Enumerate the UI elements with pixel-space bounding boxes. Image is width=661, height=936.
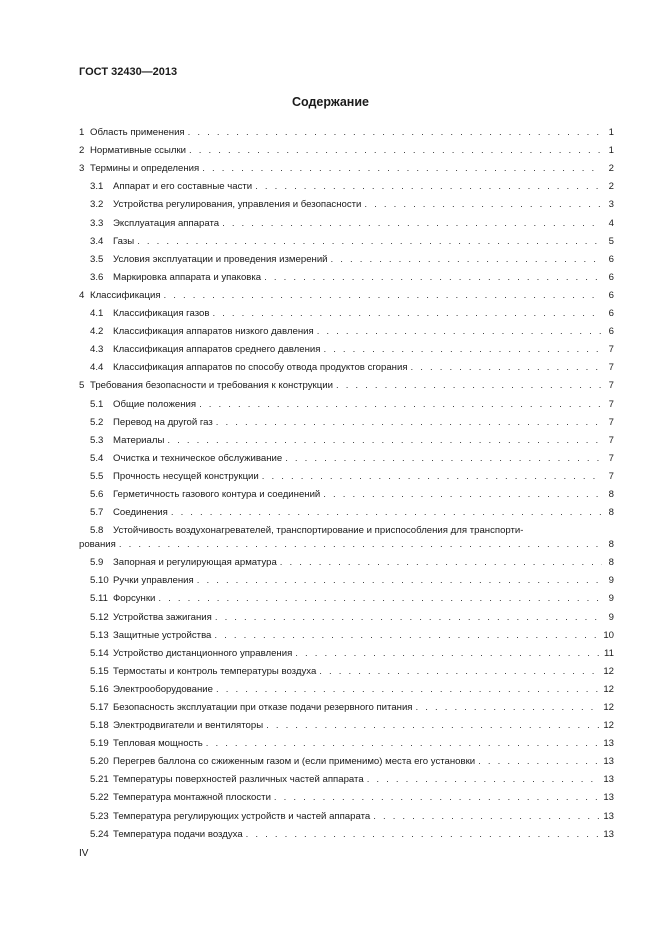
toc-leader-dots <box>197 575 602 587</box>
toc-entry-number: 3.1 <box>90 181 104 193</box>
toc-entry-page: 2 <box>608 163 614 175</box>
toc-leader-dots <box>189 145 602 157</box>
toc-leader-dots <box>255 181 602 193</box>
toc-leader-dots <box>216 417 602 429</box>
toc-entry-number: 5.2 <box>90 416 104 428</box>
toc-entry-page: 13 <box>603 810 614 822</box>
toc-entry-number: 3.5 <box>90 253 104 265</box>
toc-entry[interactable] <box>79 175 614 193</box>
toc-entry[interactable] <box>79 374 614 392</box>
toc-leader-dots <box>478 756 601 768</box>
toc-entry-title: Классификация аппаратов по способу отвода продуктов сгорания <box>113 362 408 374</box>
toc-entry-title: Ручки управления <box>113 575 194 587</box>
toc-leader-dots <box>317 326 602 338</box>
toc-entry-number: 5.4 <box>90 452 104 464</box>
document-code: ГОСТ 32430—2013 <box>79 66 178 78</box>
toc-entry-number: 5 <box>79 380 85 392</box>
toc-entry-number: 5.15 <box>90 665 109 677</box>
toc-entry-title: Температура регулирующих устройств и частей аппарата <box>113 810 371 822</box>
toc-entry-page: 4 <box>608 217 614 229</box>
toc-entry-page: 13 <box>603 828 614 840</box>
toc-entry[interactable] <box>79 551 614 569</box>
toc-entry-title: Материалы <box>113 434 165 446</box>
toc-entry-page: 7 <box>608 344 614 356</box>
toc-leader-dots <box>119 539 602 551</box>
toc-entry-page: 9 <box>608 611 614 623</box>
toc-entry-title: Электрооборудование <box>113 683 214 695</box>
toc-entry[interactable] <box>79 519 614 537</box>
toc-entry[interactable] <box>79 786 614 804</box>
toc-entry-page: 1 <box>608 127 614 139</box>
toc-entry-title: Классификация газов <box>113 308 210 320</box>
toc-entry-number: 3.6 <box>90 271 104 283</box>
toc-leader-dots <box>319 666 601 678</box>
toc-leader-dots <box>214 630 601 642</box>
toc-leader-dots <box>216 684 601 696</box>
toc-entry[interactable] <box>79 569 614 587</box>
toc-entry[interactable] <box>79 429 614 447</box>
toc-entry-number: 5.9 <box>90 557 104 569</box>
toc-entry-title: Требования безопасности и требования к конструкции <box>90 380 333 392</box>
toc-entry-title: Очистка и техническое обслуживание <box>113 452 283 464</box>
toc-entry-title: Температура подачи воздуха <box>113 828 243 840</box>
toc-entry-number: 5.16 <box>90 683 109 695</box>
toc-entry-title: Условия эксплуатации и проведения измерений <box>113 253 328 265</box>
toc-entry-title: Тепловая мощность <box>113 738 203 750</box>
toc-entry[interactable] <box>79 266 614 284</box>
table-of-contents <box>79 121 614 841</box>
toc-leader-dots <box>336 380 602 392</box>
toc-entry-number: 2 <box>79 145 85 157</box>
toc-entry-page: 8 <box>608 507 614 519</box>
toc-entry[interactable] <box>79 605 614 623</box>
toc-entry-page: 13 <box>603 792 614 804</box>
toc-entry-title: Температура монтажной плоскости <box>113 792 271 804</box>
toc-entry-title: Устройство дистанционного управления <box>113 647 293 659</box>
toc-entry-page: 7 <box>608 416 614 428</box>
toc-entry[interactable] <box>79 587 614 605</box>
toc-entry-page: 6 <box>608 289 614 301</box>
toc-entry[interactable] <box>79 392 614 410</box>
toc-leader-dots <box>367 774 602 786</box>
toc-entry[interactable] <box>79 624 614 642</box>
toc-leader-dots <box>323 489 602 501</box>
toc-entry[interactable] <box>79 465 614 483</box>
toc-leader-dots <box>295 648 602 660</box>
toc-entry[interactable] <box>79 696 614 714</box>
toc-entry[interactable] <box>79 642 614 660</box>
toc-entry-number: 3.2 <box>90 199 104 211</box>
toc-entry-page: 6 <box>608 253 614 265</box>
toc-leader-dots <box>199 399 602 411</box>
toc-leader-dots <box>171 507 602 519</box>
toc-entry-number: 4.2 <box>90 326 104 338</box>
toc-entry-number: 5.6 <box>90 488 104 500</box>
toc-entry-title: Перегрев баллона со сжиженным газом и (если применимо) места его установки <box>113 756 476 768</box>
toc-entry-page: 12 <box>603 720 614 732</box>
toc-entry-number: 5.12 <box>90 611 109 623</box>
page-title: Содержание <box>291 95 369 109</box>
toc-entry-page: 7 <box>608 398 614 410</box>
toc-entry-title: Запорная и регулирующая арматура <box>113 557 277 569</box>
toc-entry-title: Общие положения <box>113 398 197 410</box>
toc-entry[interactable] <box>79 732 614 750</box>
toc-entry-number: 5.21 <box>90 774 109 786</box>
toc-entry-page: 12 <box>603 683 614 695</box>
toc-entry[interactable] <box>79 338 614 356</box>
toc-entry[interactable] <box>79 823 614 841</box>
toc-entry-title: Эксплуатация аппарата <box>113 217 220 229</box>
toc-entry-page: 6 <box>608 326 614 338</box>
toc-entry-number: 5.3 <box>90 434 104 446</box>
toc-entry[interactable] <box>79 501 614 519</box>
toc-entry-title: Классификация аппаратов среднего давления <box>113 344 321 356</box>
toc-entry-title: Классификация аппаратов низкого давления <box>113 326 314 338</box>
toc-leader-dots <box>222 218 602 230</box>
toc-entry[interactable] <box>79 230 614 248</box>
toc-leader-dots <box>137 236 602 248</box>
toc-entry-page: 7 <box>608 380 614 392</box>
toc-entry[interactable] <box>79 139 614 157</box>
toc-leader-dots <box>215 612 602 624</box>
toc-leader-dots <box>158 593 602 605</box>
toc-entry-number: 5.18 <box>90 720 109 732</box>
toc-leader-dots <box>373 811 601 823</box>
toc-leader-dots <box>164 290 602 302</box>
toc-leader-dots <box>246 829 602 841</box>
toc-leader-dots <box>331 254 602 266</box>
toc-leader-dots <box>280 557 602 569</box>
toc-entry-page: 10 <box>603 629 614 641</box>
toc-entry-title: Форсунки <box>113 593 156 605</box>
toc-entry-page: 1 <box>608 145 614 157</box>
toc-entry-page: 13 <box>603 738 614 750</box>
toc-entry[interactable] <box>79 284 614 302</box>
toc-entry-title: Термостаты и контроль температуры воздуха <box>113 665 317 677</box>
toc-entry-page: 2 <box>608 181 614 193</box>
toc-entry-title: Газы <box>113 235 135 247</box>
toc-entry-page: 8 <box>608 557 614 569</box>
toc-entry-title: Устройства зажигания <box>113 611 212 623</box>
toc-entry-page: 7 <box>608 470 614 482</box>
toc-entry-title: Нормативные ссылки <box>90 145 187 157</box>
toc-leader-dots <box>264 272 602 284</box>
toc-entry[interactable] <box>79 356 614 374</box>
toc-entry[interactable] <box>79 211 614 229</box>
toc-entry-number: 5.10 <box>90 575 109 587</box>
toc-entry-number: 1 <box>79 127 85 139</box>
toc-entry-number: 5.20 <box>90 756 109 768</box>
toc-entry-title: Прочность несущей конструкции <box>113 470 259 482</box>
toc-leader-dots <box>188 127 602 139</box>
toc-entry[interactable] <box>79 678 614 696</box>
toc-entry[interactable] <box>79 447 614 465</box>
toc-entry-number: 3.4 <box>90 235 104 247</box>
toc-entry[interactable] <box>79 804 614 822</box>
toc-entry-number: 3.3 <box>90 217 104 229</box>
toc-entry-title: Термины и определения <box>90 163 200 175</box>
toc-entry[interactable] <box>79 302 614 320</box>
toc-entry-page: 11 <box>604 647 614 659</box>
toc-entry-number: 4 <box>79 289 85 301</box>
toc-entry-number: 5.14 <box>90 647 109 659</box>
toc-entry-page: 13 <box>603 774 614 786</box>
toc-entry-title: Температуры поверхностей различных частей аппарата <box>113 774 364 786</box>
toc-entry-number: 4.4 <box>90 362 104 374</box>
toc-entry-number: 5.11 <box>90 593 108 605</box>
toc-entry-title: Маркировка аппарата и упаковка <box>113 271 262 283</box>
toc-entry-page: 12 <box>603 665 614 677</box>
toc-entry[interactable] <box>79 157 614 175</box>
toc-entry[interactable] <box>79 768 614 786</box>
toc-entry-number: 4.1 <box>90 308 104 320</box>
toc-entry-number: 5.17 <box>90 702 109 713</box>
toc-entry-page: 7 <box>608 362 614 374</box>
toc-entry-number: 4.3 <box>90 344 104 356</box>
toc-entry-page: 6 <box>608 308 614 320</box>
toc-entry[interactable] <box>79 483 614 501</box>
toc-entry[interactable] <box>79 320 614 338</box>
toc-leader-dots <box>212 308 602 320</box>
toc-entry[interactable] <box>79 193 614 211</box>
toc-leader-dots <box>274 792 601 804</box>
toc-leader-dots <box>206 738 602 750</box>
toc-entry-title: Электродвигатели и вентиляторы <box>113 720 264 732</box>
toc-entry-page: 7 <box>608 434 614 446</box>
toc-entry-title: Аппарат и его составные части <box>113 181 253 193</box>
toc-leader-dots <box>202 163 602 175</box>
toc-leader-dots <box>262 471 602 483</box>
toc-leader-dots <box>285 453 602 465</box>
toc-entry-number: 5.8 <box>90 525 104 537</box>
toc-entry-number: 5.23 <box>90 810 109 822</box>
toc-entry-title: Соединения <box>113 507 168 519</box>
toc-entry-continuation[interactable] <box>79 537 614 551</box>
toc-entry-number: 5.13 <box>90 629 109 641</box>
toc-entry[interactable] <box>79 750 614 768</box>
toc-entry-page: 8 <box>608 539 614 551</box>
toc-entry[interactable] <box>79 714 614 732</box>
toc-entry-title: Безопасность эксплуатации при отказе подачи резервного питания <box>113 702 413 713</box>
toc-entry-title-cont: рования <box>79 539 116 551</box>
toc-entry-page: 9 <box>608 575 614 587</box>
toc-entry-title: Защитные устройства <box>113 629 212 641</box>
toc-entry[interactable] <box>79 248 614 266</box>
toc-leader-dots <box>266 720 601 732</box>
toc-entry[interactable] <box>79 121 614 139</box>
toc-entry-page: 9 <box>608 593 614 605</box>
toc-entry-page: 12 <box>603 702 614 713</box>
toc-leader-dots <box>411 362 602 374</box>
toc-entry-number: 5.1 <box>90 398 104 410</box>
toc-entry-number: 5.19 <box>90 738 109 750</box>
toc-entry-title: Область применения <box>90 127 185 139</box>
toc-entry-page: 8 <box>608 488 614 500</box>
toc-entry-page: 6 <box>608 271 614 283</box>
toc-entry-number: 5.5 <box>90 470 104 482</box>
toc-leader-dots <box>364 199 602 211</box>
toc-entry-title: Устройства регулирования, управления и безопасности <box>113 199 362 211</box>
page-number: IV <box>79 848 89 859</box>
toc-entry-page: 3 <box>608 199 614 211</box>
toc-entry[interactable] <box>79 411 614 429</box>
toc-entry-number: 3 <box>79 163 85 175</box>
toc-entry-number: 5.7 <box>90 507 104 519</box>
toc-entry-number: 5.22 <box>90 792 109 804</box>
toc-entry-title: Герметичность газового контура и соединений <box>113 488 321 500</box>
toc-leader-dots <box>167 435 602 447</box>
toc-entry-title: Классификация <box>90 289 161 301</box>
toc-leader-dots <box>416 702 602 714</box>
toc-entry-page: 5 <box>608 235 614 247</box>
toc-entry-number: 5.24 <box>90 828 109 840</box>
toc-entry-page: 7 <box>608 452 614 464</box>
toc-entry-title: Устойчивость воздухонагревателей, транспортирование и приспособления для транспорти- <box>113 525 524 537</box>
toc-leader-dots <box>323 344 602 356</box>
toc-entry-title: Перевод на другой газ <box>113 416 213 428</box>
toc-entry[interactable] <box>79 660 614 678</box>
toc-entry-page: 13 <box>603 756 614 768</box>
